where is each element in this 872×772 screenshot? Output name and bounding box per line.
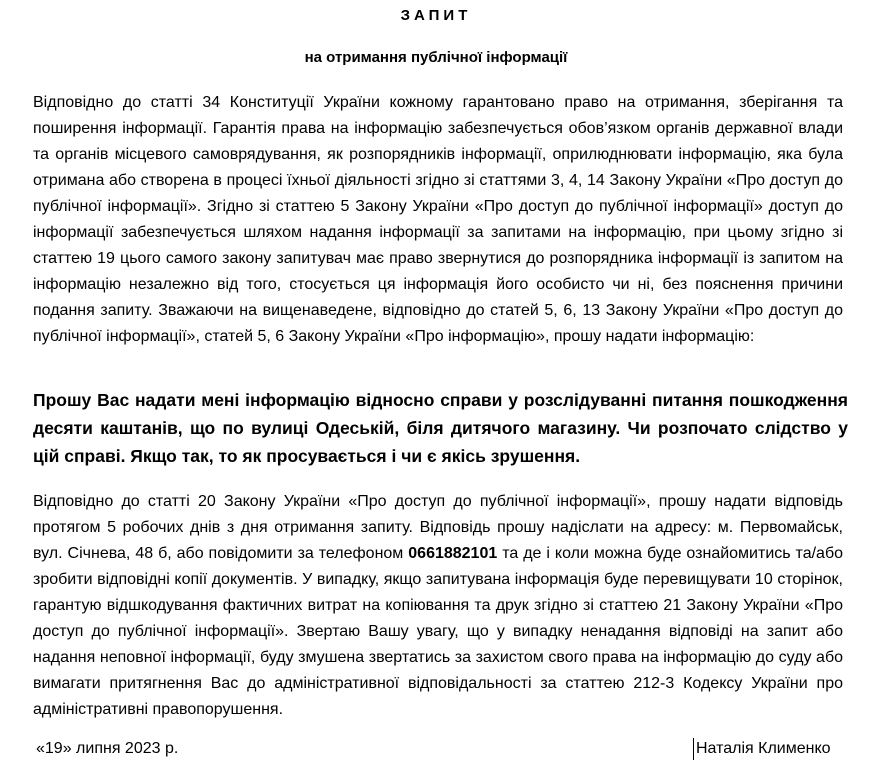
request-paragraph: Прошу Вас надати мені інформацію відносно справи у розслідуванні питання пошкодження десяти каштанів, що по вулиці Одеській, біля дитячого магазину. Чи розпочато слідство у цій справі. Якщо так, то як просувається і чи є якісь зрушення. xyxy=(33,390,848,466)
document-title: ЗАПИТ xyxy=(400,7,472,24)
request-date: «19» липня 2023 р. xyxy=(36,740,179,757)
document-subtitle: на отримання публічної інформації xyxy=(304,49,568,66)
response-paragraph xyxy=(33,489,843,723)
response-text-part2: та де і коли можна буде ознайомитись та/або зробити відповідні копії документів. У випадку, якщо запитувана інформація буде перевищувати 10 сторінок, гарантую відшкодування фактичних витрат на копіювання та друк згідно зі статтею 21 Закону України «Про доступ до публічної інформації». Звертаю Вашу увагу, що у випадку ненадання відповіді на запит або надання неповної інформації, буду змушена звертатись за захистом свого права на інформацію до суду або вимагати притягнення Вас до адміністративної відповідальності за статтею 212-3 Кодексу України про адміністративні правопорушення. xyxy=(33,545,844,718)
response-text-part1: Відповідно до статті 20 Закону України «Про доступ до публічної інформації», прошу надати відповідь протягом 5 робочих днів з дня отримання запиту. Відповідь прошу надіслати на адресу: м. Первомайськ, вул. Січнева, 48 б, або повідомити за телефоном xyxy=(33,493,843,562)
signer-name: Наталія Клименко xyxy=(693,738,831,760)
intro-paragraph: Відповідно до статті 34 Конституції України кожному гарантовано право на отримання, зберігання та поширення інформації. Гарантія права на інформацію забезпечується обов’язком органів державної влади та органів місцевого самоврядування, як розпорядників інформації, оприлюднювати інформацію, яка була отримана або створена в процесі їхньої діяльності згідно зі статтями 3, 4, 14 Закону України «Про доступ до публічної інформації». Згідно зі статтею 5 Закону України «Про доступ до публічної інформації» доступ до інформації забезпечується шляхом надання інформації за запитами на інформацію, при цьому згідно зі статтею 19 цього самого закону запитувач має право звернутися до розпорядника інформації із запитом на інформацію незалежно від того, стосується ця інформація його особисто чи ні, без пояснення причини подання запиту. Зважаючи на вищенаведене, відповідно до статей 5, 6, 13 Закону України «Про доступ до публічної інформації», статей 5, 6 Закону України «Про інформацію», прошу надати інформацію: xyxy=(33,94,843,345)
phone-number: 0661882101 xyxy=(408,545,498,562)
